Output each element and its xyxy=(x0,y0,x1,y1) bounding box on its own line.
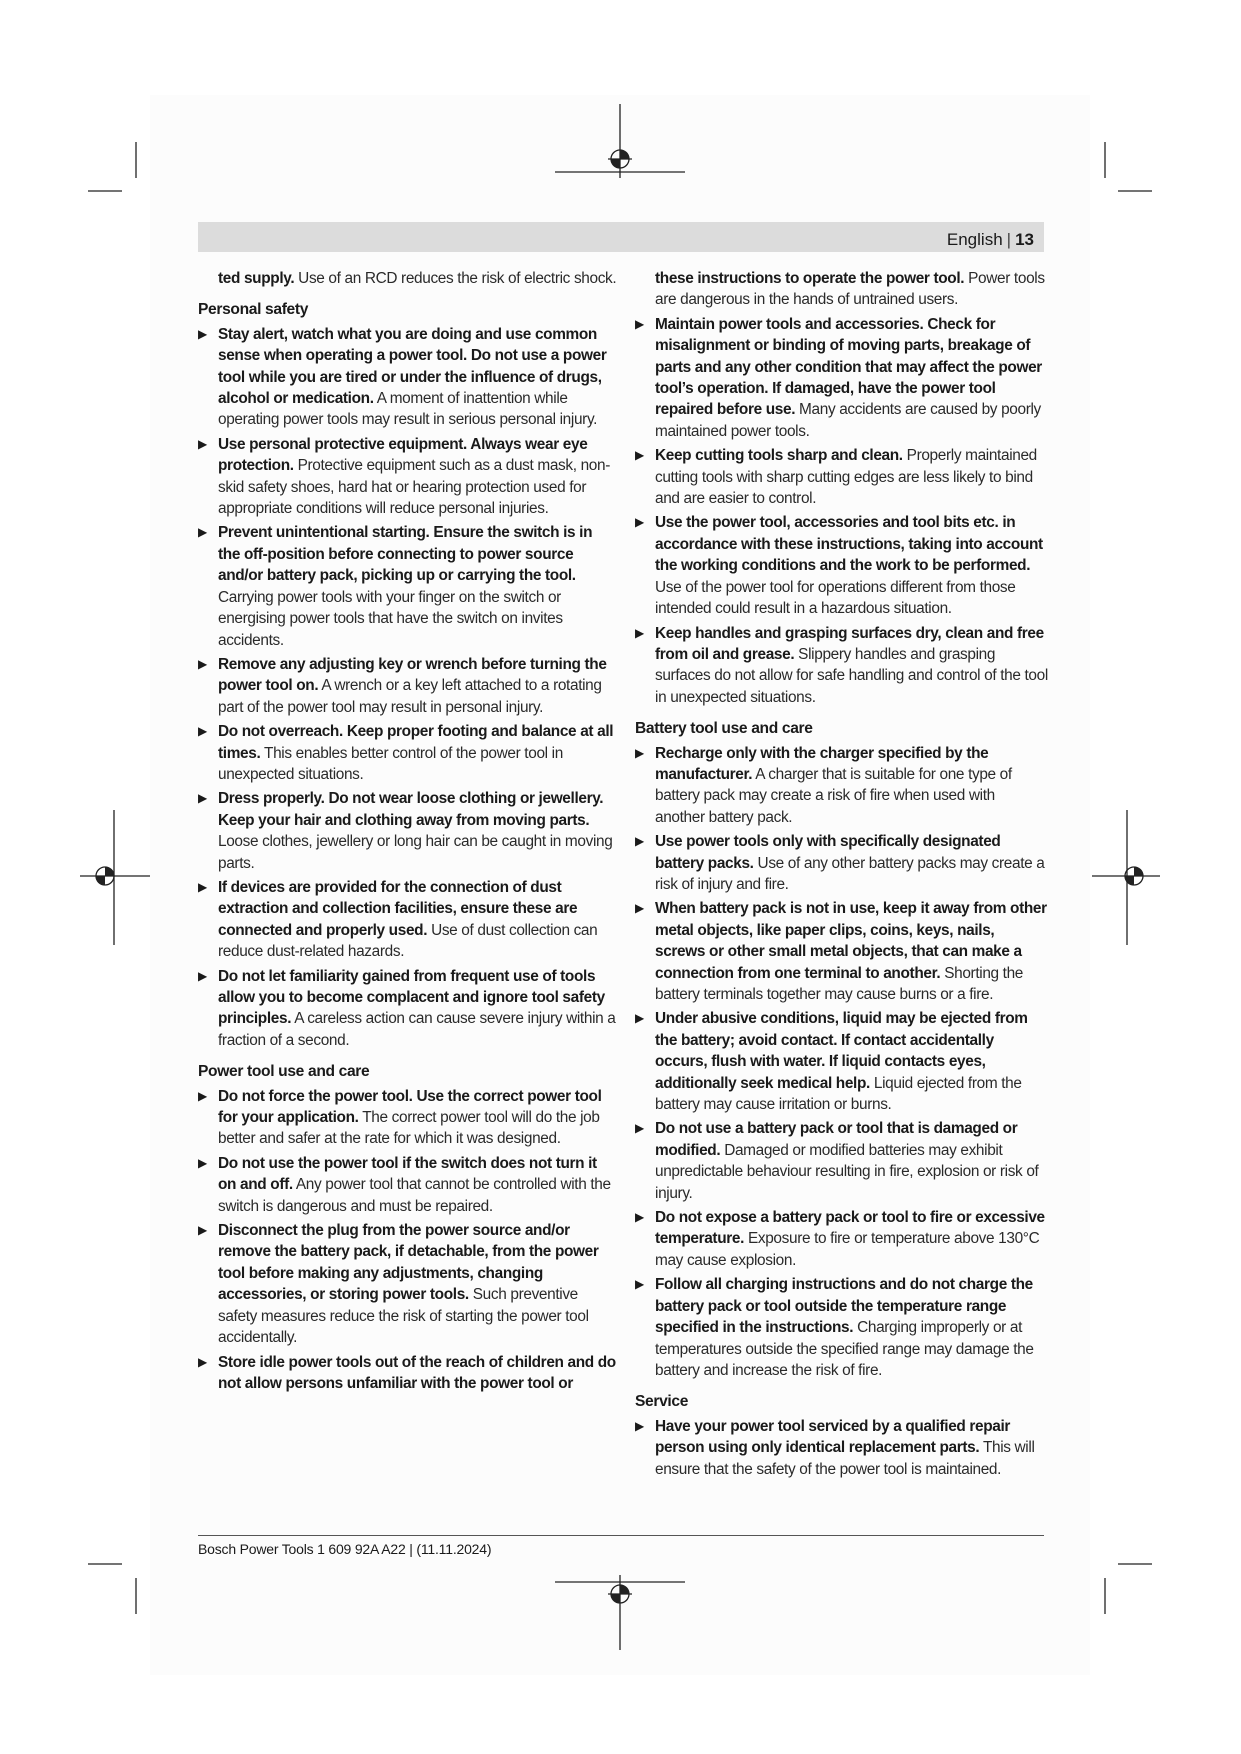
bullet-arrow-icon: ▶ xyxy=(198,1354,207,1369)
item-instruction: Recharge only with the charger specified by the manufacturer. xyxy=(655,744,989,783)
bullet-arrow-icon: ▶ xyxy=(198,1155,207,1170)
safety-list-item xyxy=(635,1416,1048,1480)
item-instruction: Under abusive conditions, liquid may be ejected from the battery; avoid contact. If contact accidentally occurs, flush with water. If liquid contacts eyes, additionally seek medical help. xyxy=(655,1010,1028,1092)
item-explanation: A moment of inattention while operating power tools may result in serious personal injury. xyxy=(218,390,598,429)
safety-list-item xyxy=(198,1153,618,1217)
item-instruction: Have your power tool serviced by a qualified repair person using only identical replacement parts. xyxy=(655,1417,1011,1457)
item-explanation: A wrench or a key left attached to a rotating part of the power tool may result in personal injury. xyxy=(218,677,602,716)
section-title: Power tool use and care xyxy=(198,1063,370,1081)
item-explanation: Shorting the battery terminals together may cause burns or a fire. xyxy=(655,964,1024,1003)
bullet-arrow-icon: ▶ xyxy=(635,316,644,331)
item-instruction: Dress properly. Do not wear loose clothing or jewellery. Keep your hair and clothing away from moving parts. xyxy=(218,790,604,829)
safety-list-item xyxy=(198,877,618,963)
bullet-arrow-icon: ▶ xyxy=(635,1418,644,1433)
intro-text: Use of an RCD reduces the risk of electric shock. xyxy=(294,270,617,287)
item-explanation: Such preventive safety measures reduce the risk of starting the power tool accidentally. xyxy=(218,1286,589,1347)
bullet-arrow-icon: ▶ xyxy=(635,625,644,640)
item-instruction: Use the power tool, accessories and tool bits etc. in accordance with these instructions, taking into account the working conditions and the work to be performed. xyxy=(655,514,1043,575)
item-explanation: Liquid ejected from the battery may cause irritation or burns. xyxy=(655,1074,1022,1114)
safety-list-item xyxy=(198,966,618,1052)
left-intro xyxy=(198,268,618,289)
item-instruction: Keep handles and grasping surfaces dry, clean and free from oil and grease. xyxy=(655,624,1044,663)
page-number: 13 xyxy=(1015,230,1034,249)
item-instruction: Stay alert, watch what you are doing and use common sense when operating a power tool. Do not use a power tool while you are tired or under the influence of drugs, alcohol or medication. xyxy=(218,325,607,408)
bullet-arrow-icon: ▶ xyxy=(198,525,207,540)
item-explanation: Use of the power tool for operations different from those intended could result in a hazardous situation. xyxy=(655,578,1016,618)
item-explanation: Loose clothes, jewellery or long hair can be caught in moving parts. xyxy=(218,833,613,872)
item-explanation: Use of any other battery packs may create a risk of injury and fire. xyxy=(655,854,1045,893)
bullet-arrow-icon: ▶ xyxy=(635,901,644,916)
bullet-arrow-icon: ▶ xyxy=(198,1088,207,1103)
item-explanation: Properly maintained cutting tools with sharp cutting edges are less likely to bind and are easier to control. xyxy=(655,447,1037,508)
item-explanation: A charger that is suitable for one type of battery pack may create a risk of fire when used with another battery pack. xyxy=(655,765,1012,826)
item-instruction: Do not use the power tool if the switch does not turn it on and off. xyxy=(218,1154,597,1194)
page-header xyxy=(947,229,1034,251)
item-explanation: Charging improperly or at temperatures outside the specified range may damage the battery and increase the risk of fire. xyxy=(655,1319,1034,1379)
bullet-arrow-icon: ▶ xyxy=(198,326,207,341)
bullet-arrow-icon: ▶ xyxy=(198,656,207,671)
section-title: Service xyxy=(635,1393,689,1411)
header-language: English xyxy=(946,230,1003,249)
item-explanation: The correct power tool will do the job better and safer at the rate for which it was designed. xyxy=(218,1109,600,1148)
item-instruction: Do not overreach. Keep proper footing and balance at all times. xyxy=(218,723,614,762)
item-instruction: Store idle power tools out of the reach of children and do not allow persons unfamiliar with the power tool or xyxy=(218,1353,616,1392)
item-instruction: Use personal protective equipment. Always wear eye protection. xyxy=(218,435,588,475)
bullet-arrow-icon: ▶ xyxy=(635,1277,644,1292)
bullet-arrow-icon: ▶ xyxy=(635,515,644,530)
safety-list-item xyxy=(635,512,1048,619)
safety-list-item xyxy=(635,1118,1048,1204)
safety-list-item xyxy=(198,1086,618,1150)
item-explanation: Any power tool that cannot be controlled with the switch is dangerous and must be repaired. xyxy=(218,1176,611,1215)
bullet-arrow-icon: ▶ xyxy=(635,1210,644,1225)
bullet-arrow-icon: ▶ xyxy=(198,791,207,806)
item-instruction: Use power tools only with specifically designated battery packs. xyxy=(655,833,1001,872)
safety-list-item xyxy=(198,522,618,650)
bullet-arrow-icon: ▶ xyxy=(198,436,207,451)
bullet-arrow-icon: ▶ xyxy=(635,745,644,760)
item-explanation: Damaged or modified batteries may exhibit unpredictable behaviour resulting in fire, explosion or risk of injury. xyxy=(655,1141,1039,1202)
safety-list-item xyxy=(635,831,1048,895)
page-footer: Bosch Power Tools 1 609 92A A22 | (11.11.2024) xyxy=(198,1541,492,1557)
safety-list-item xyxy=(198,324,618,431)
section-title: Battery tool use and care xyxy=(635,720,813,738)
safety-list-item xyxy=(198,788,618,874)
item-instruction: Remove any adjusting key or wrench before turning the power tool on. xyxy=(218,655,607,695)
item-explanation: A careless action can cause severe injury within a fraction of a second. xyxy=(218,1010,616,1049)
header-bar xyxy=(198,222,1044,252)
safety-list-item xyxy=(635,445,1048,509)
item-explanation: Exposure to fire or temperature above 130°C may cause explosion. xyxy=(655,1230,1040,1269)
safety-list-item xyxy=(198,721,618,785)
safety-list-item xyxy=(198,434,618,520)
header-separator: | xyxy=(1006,230,1012,249)
item-instruction: Do not use a battery pack or tool that is damaged or modified. xyxy=(655,1120,1018,1159)
bullet-arrow-icon: ▶ xyxy=(635,448,644,463)
bullet-arrow-icon: ▶ xyxy=(198,1223,207,1238)
safety-list-item xyxy=(635,1274,1048,1381)
item-instruction: When battery pack is not in use, keep it away from other metal objects, like paper clips, coins, keys, nails, screws or other small metal objects, that can make a connection from one terminal to another. xyxy=(655,900,1047,982)
footer-rule xyxy=(198,1535,1044,1536)
bullet-arrow-icon: ▶ xyxy=(198,879,207,894)
item-explanation: Slippery handles and grasping surfaces do not allow for safe handling and control of the tool in unexpected situations. xyxy=(655,645,1048,706)
left-column xyxy=(198,268,618,1397)
item-instruction: Disconnect the plug from the power source and/or remove the battery pack, if detachable, from the power tool before making any adjustments, changing accessories, or storing power tools. xyxy=(218,1222,599,1304)
safety-list-item xyxy=(635,1008,1048,1115)
item-explanation: Carrying power tools with your finger on the switch or energising power tools that have the switch on invites accidents. xyxy=(218,588,563,649)
item-explanation: This enables better control of the power tool in unexpected situations. xyxy=(218,744,563,783)
bullet-arrow-icon: ▶ xyxy=(635,1011,644,1026)
item-instruction: Do not expose a battery pack or tool to fire or excessive temperature. xyxy=(655,1209,1045,1248)
bullet-arrow-icon: ▶ xyxy=(198,968,207,983)
bullet-arrow-icon: ▶ xyxy=(198,724,207,739)
item-instruction: Follow all charging instructions and do not charge the battery pack or tool outside the temperature range specified in the instructions. xyxy=(655,1276,1033,1337)
right-column xyxy=(635,268,1048,1483)
item-explanation: Use of dust collection can reduce dust-related hazards. xyxy=(218,921,598,961)
intro-bold: ted supply. xyxy=(218,270,295,287)
safety-list-item xyxy=(198,654,618,718)
safety-list-item xyxy=(198,1352,618,1395)
item-explanation: Many accidents are caused by poorly maintained power tools. xyxy=(655,401,1041,440)
item-explanation: Protective equipment such as a dust mask, non-skid safety shoes, hard hat or hearing protection used for appropriate conditions will reduce personal injuries. xyxy=(218,457,610,518)
safety-list-item xyxy=(635,623,1048,709)
intro-text: Power tools are dangerous in the hands of untrained users. xyxy=(655,270,1045,309)
item-instruction: Do not let familiarity gained from frequent use of tools allow you to become complacent and ignore tool safety principles. xyxy=(218,967,605,1028)
item-explanation: This will ensure that the safety of the power tool is maintained. xyxy=(655,1439,1035,1478)
safety-list-item xyxy=(635,898,1048,1005)
bullet-arrow-icon: ▶ xyxy=(635,834,644,849)
item-instruction: Maintain power tools and accessories. Check for misalignment or binding of moving parts, breakage of parts and any other condition that may affect the power tool’s operation. If damaged, have the power tool repaired before use. xyxy=(655,315,1042,419)
safety-list-item xyxy=(635,314,1048,442)
safety-list-item xyxy=(635,743,1048,829)
section-title: Personal safety xyxy=(198,301,309,319)
item-instruction: Prevent unintentional starting. Ensure the switch is in the off-position before connecting to power source and/or battery pack, picking up or carrying the tool. xyxy=(218,524,593,585)
intro-bold: these instructions to operate the power tool. xyxy=(655,270,965,287)
item-instruction: Do not force the power tool. Use the correct power tool for your application. xyxy=(218,1087,602,1127)
safety-list-item xyxy=(198,1220,618,1348)
safety-list-item xyxy=(635,1207,1048,1271)
right-intro xyxy=(635,268,1048,311)
item-instruction: If devices are provided for the connection of dust extraction and collection facilities, ensure these are connected and properly used. xyxy=(218,878,578,939)
item-instruction: Keep cutting tools sharp and clean. xyxy=(655,447,903,465)
registration-mark-left xyxy=(80,810,150,945)
bullet-arrow-icon: ▶ xyxy=(635,1121,644,1136)
